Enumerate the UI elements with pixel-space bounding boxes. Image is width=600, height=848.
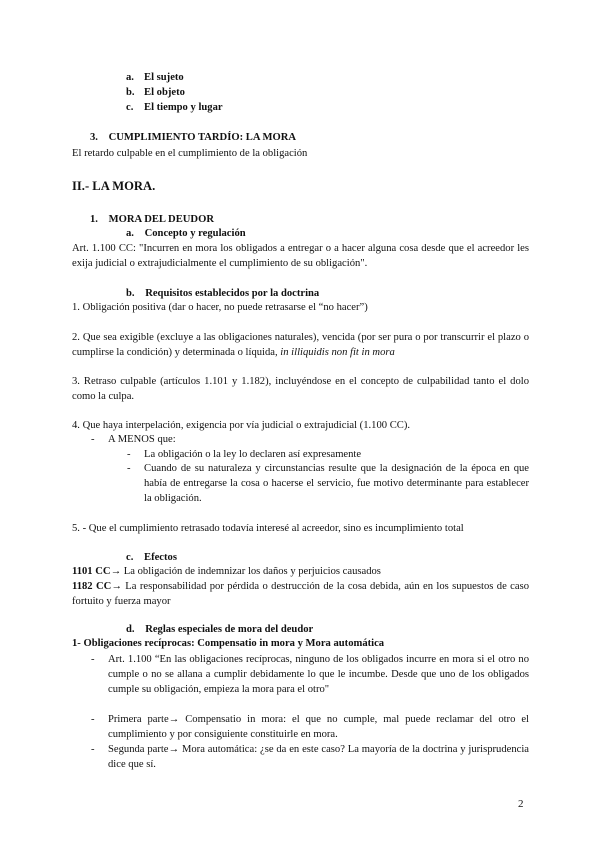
- requirement-3: 3. Retraso culpable (artículos 1.101 y 1.182), incluyéndose en el concepto de culpabilidad tanto el dolo como la culpa.: [72, 376, 529, 402]
- section-number: 1.: [90, 214, 98, 225]
- toc-marker: a.: [126, 72, 134, 83]
- section-title: CUMPLIMIENTO TARDÍO: LA MORA: [108, 132, 297, 143]
- subsection-a-heading: [126, 226, 246, 241]
- requirement-4-item-dash: -: [127, 449, 131, 460]
- effect-article: 1101 CC: [72, 566, 111, 577]
- subsection-title: Requisitos establecidos por la doctrina: [145, 288, 320, 299]
- section-title: MORA DEL DEUDOR: [108, 214, 214, 225]
- requirement-2: [72, 330, 529, 360]
- toc-marker: c.: [126, 102, 134, 113]
- effect-text: → La obligación de indemnizar los daños y perjuicios causados: [110, 566, 381, 577]
- subsection-title: Efectos: [144, 552, 177, 563]
- effect-text: → La responsabilidad por pérdida o destrucción de la cosa debida, aún en los supuestos de caso fortuito y fuerza mayor: [72, 581, 529, 607]
- article-1100-text: Art. 1.100 CC: "Incurren en mora los obligados a entregar o a hacer alguna cosa desde que el acreedor les exija judicial o extrajudicialmente el cumplimiento de su obligación".: [72, 243, 529, 269]
- requirement-1: 1. Obligación positiva (dar o hacer, no puede retrasarse el “no hacer”): [72, 302, 368, 313]
- rule-item-dash: -: [91, 654, 95, 665]
- toc-label: El objeto: [144, 87, 185, 98]
- rule-item-dash: -: [91, 744, 95, 755]
- rule-item: Primera parte→ Compensatio in mora: el que no cumple, mal puede reclamar del otro el cumplimiento y por consiguiente constituirle en mora.: [108, 714, 529, 740]
- effect-1182: [72, 579, 529, 609]
- toc-item-a: [126, 70, 184, 85]
- requirement-4-dash: -: [91, 434, 95, 445]
- requirement-2-text: 2. Que sea exigible (excluye a las obligaciones naturales), vencida (por ser pura o por transcurrir el plazo o cumplirse la condición) y determinada o líquida,: [72, 332, 529, 358]
- requirement-4-item: Cuando de su naturaleza y circunstancias resulte que la designación de la época en que había de entregarse la cosa o hacerse el servicio, fue motivo determinante para establecer la obligación.: [144, 463, 529, 504]
- subsection-marker: b.: [126, 288, 135, 299]
- toc-label: El sujeto: [144, 72, 184, 83]
- requirement-4-item: La obligación o la ley lo declaren así expresamente: [144, 449, 362, 460]
- effect-article: 1182 CC: [72, 581, 112, 592]
- section-3-heading: [90, 130, 296, 145]
- requirement-5: 5. - Que el cumplimiento retrasado todavía interesé al acreedor, sino es incumplimiento total: [72, 523, 464, 534]
- subsection-title: Concepto y regulación: [144, 228, 246, 239]
- requirement-4: 4. Que haya interpelación, exigencia por vía judicial o extrajudicial (1.100 CC).: [72, 420, 411, 431]
- subsection-d-heading: [126, 622, 313, 637]
- toc-item-b: [126, 85, 185, 100]
- rule-item-dash: -: [91, 714, 95, 725]
- requirement-4-sub: A MENOS que:: [108, 434, 176, 445]
- page-number: 2: [518, 798, 524, 810]
- subsection-title: Reglas especiales de mora del deudor: [145, 624, 314, 635]
- section-3-text: El retardo culpable en el cumplimiento de la obligación: [72, 148, 308, 159]
- subsection-c-heading: [126, 550, 177, 565]
- rule-item: Segunda parte→ Mora automática: ¿se da en este caso? La mayoría de la doctrina y jurisprudencia dice que sí.: [108, 744, 529, 770]
- rule-item: Art. 1.100 “En las obligaciones recíprocas, ninguno de los obligados incurre en mora si el otro no cumple o no se allana a cumplir debidamente lo que le incumbe. Desde que uno de los obligados cumple su obligación, empieza la mora para el otro": [108, 654, 529, 695]
- section-number: 3.: [90, 132, 98, 143]
- section-1-heading: [90, 212, 214, 227]
- toc-label: El tiempo y lugar: [144, 102, 223, 113]
- requirement-4-item-dash: -: [127, 463, 131, 474]
- effect-1101: [72, 564, 381, 579]
- toc-marker: b.: [126, 87, 135, 98]
- reciprocal-obligations-heading: 1- Obligaciones recíprocas: Compensatio in mora y Mora automática: [72, 638, 385, 649]
- toc-item-c: [126, 100, 223, 115]
- subsection-marker: d.: [126, 624, 135, 635]
- chapter-title: II.- LA MORA.: [72, 179, 156, 193]
- subsection-marker: c.: [126, 552, 134, 563]
- requirement-2-latin: in illiquidis non fit in mora: [280, 347, 395, 358]
- subsection-b-heading: [126, 286, 319, 301]
- subsection-marker: a.: [126, 228, 134, 239]
